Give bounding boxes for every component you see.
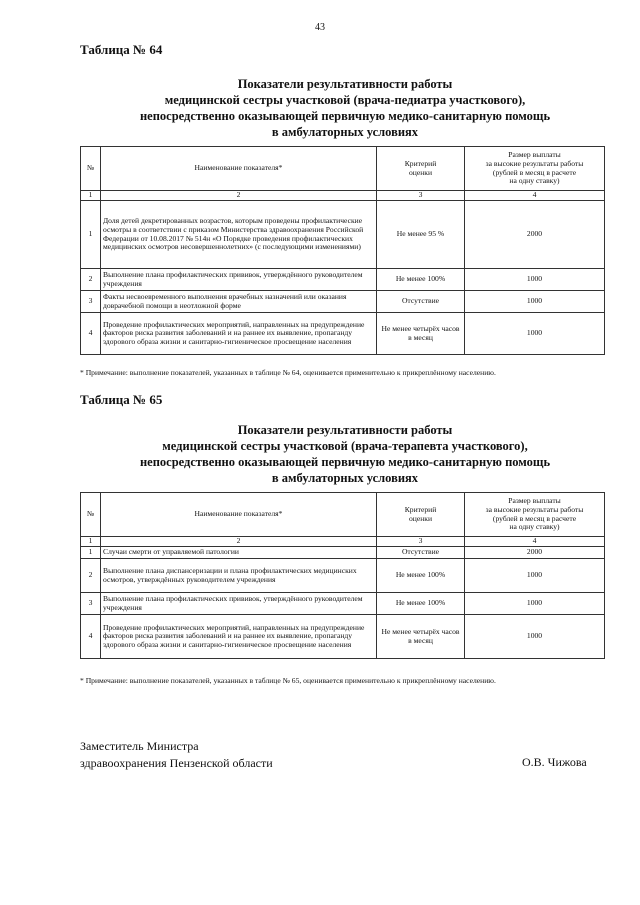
column-number-row: 1 2 3 4 (81, 537, 605, 547)
table-row: 1 Доля детей декретированных возрастов, которым проведены профилактические осмотры в соответствии с приказом Министерства здравоохранения Российской Федерации от 10.08.2017 № 514н «О Порядке проведения профилактических медицинских осмотров несовершеннолетних» (с последующими изменениями) Не менее 95 % 2000 (81, 201, 605, 269)
page-number: 43 (315, 22, 325, 33)
column-number-row: 1 2 3 4 (81, 191, 605, 201)
table-row: 3 Факты несвоевременного выполнения врачебных назначений или оказания доврачебной помощи в неотложной форме Отсутствие 1000 (81, 291, 605, 313)
header-criterion: Критерий оценки (377, 493, 465, 537)
table-header-row (81, 147, 605, 191)
table-row: 2 Выполнение плана диспансеризации и плана профилактических медицинских осмотров, утверждённых руководителем учреждения Не менее 100% 1000 (81, 559, 605, 593)
header-payment: Размер выплаты за высокие результаты работы (рублей в месяц в расчете на одну ставку) (465, 147, 605, 191)
signatory-name: О.В. Чижова (522, 755, 587, 769)
heading-line: непосредственно оказывающей первичную медико-санитарную помощь (139, 455, 551, 469)
table-65-note: * Примечание: выполнение показателей, указанных в таблице № 65, оценивается применительно к прикреплённому населению. (80, 676, 496, 685)
table-65-heading (80, 422, 610, 486)
signature-organization: здравоохранения Пензенской области (80, 756, 273, 770)
table-64-heading (80, 76, 610, 140)
table-row: 4 Проведение профилактических мероприятий, направленных на предупреждение факторов риска развития заболеваний и на раннее их выявление, пропаганду здорового образа жизни и санитарно-гигиеническое просвещение населения Не менее четырёх часов в месяц 1000 (81, 313, 605, 355)
table-64-label: Таблица № 64 (80, 42, 163, 57)
table-row: 3 Выполнение плана профилактических прививок, утверждённого руководителем учреждения Не менее 100% 1000 (81, 593, 605, 615)
table-64 (80, 146, 605, 355)
heading-line: в амбулаторных условиях (271, 471, 419, 485)
table-header-row (81, 493, 605, 537)
heading-line: в амбулаторных условиях (271, 125, 419, 139)
table-row: 2 Выполнение плана профилактических прививок, утверждённого руководителем учреждения Не менее 100% 1000 (81, 269, 605, 291)
signature-position: Заместитель Министра (80, 739, 199, 753)
heading-line: Показатели результативности работы (237, 77, 453, 91)
table-65 (80, 492, 605, 659)
heading-line: непосредственно оказывающей первичную медико-санитарную помощь (139, 109, 551, 123)
table-row: 4 Проведение профилактических мероприятий, направленных на предупреждение факторов риска развития заболеваний и на раннее их выявление, пропаганду здорового образа жизни и санитарно-гигиеническое просвещение населения Не менее четырёх часов в месяц 1000 (81, 615, 605, 659)
heading-line: медицинской сестры участковой (врача-терапевта участкового), (162, 439, 528, 453)
header-criterion: Критерий оценки (377, 147, 465, 191)
header-name: Наименование показателя* (101, 493, 377, 537)
header-num: № (81, 147, 101, 191)
header-name: Наименование показателя* (101, 147, 377, 191)
heading-line: Показатели результативности работы (237, 423, 453, 437)
signature-block (80, 738, 273, 772)
heading-line: медицинской сестры участковой (врача-педиатра участкового), (164, 93, 526, 107)
header-num: № (81, 493, 101, 537)
table-65-label: Таблица № 65 (80, 392, 163, 407)
table-64-note: * Примечание: выполнение показателей, указанных в таблице № 64, оценивается применительно к прикреплённому населению. (80, 368, 496, 377)
header-payment: Размер выплаты за высокие результаты работы (рублей в месяц в расчете на одну ставку) (465, 493, 605, 537)
table-row: 1 Случаи смерти от управляемой патологии Отсутствие 2000 (81, 547, 605, 559)
